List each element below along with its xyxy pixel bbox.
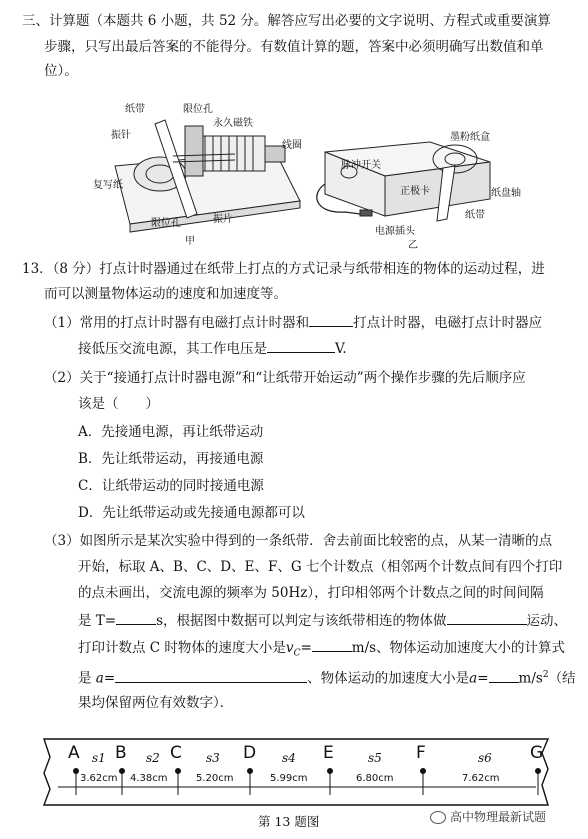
q13-part1-line1: （1）常用的打点计时器有电磁打点计时器和 打点计时器，电磁打点计时器应 <box>44 315 543 331</box>
q13-line-1: 13．（8 分）打点计时器通过在纸带上打点的方式记录与纸带相连的物体的运动过程，进 <box>22 261 545 277</box>
distance-s3: 5.20cm <box>196 773 234 784</box>
figure-yi-caption: 乙 <box>408 240 418 251</box>
point-label-c: C <box>170 743 182 763</box>
label-power-plug: 电源插头 <box>375 226 415 237</box>
label-reel-axle: 纸盘轴 <box>491 188 521 199</box>
label-paper-tape: 纸带 <box>125 104 145 115</box>
blank-motion-type[interactable] <box>447 611 527 625</box>
wechat-icon <box>430 811 446 824</box>
label-toner-box: 墨粉纸盒 <box>450 132 490 143</box>
q13-line-2: 而可以测量物体运动的速度和加速度等。 <box>44 286 287 302</box>
point-label-a: A <box>68 743 80 763</box>
label-carbon-paper: 复写纸 <box>93 180 123 191</box>
blank-velocity-c[interactable] <box>312 638 352 652</box>
blank-timer-type[interactable] <box>309 313 353 327</box>
label-positive-clip: 正极卡 <box>400 186 430 197</box>
label-vibrating-plate: 振片 <box>213 214 233 225</box>
blank-accel-value[interactable] <box>489 669 519 683</box>
segment-s6: s6 <box>478 751 492 765</box>
q13-part3-line2: 开始，标取 A、B、C、D、E、F、G 七个计数点（相邻两个计数点间有四个打印 <box>78 559 563 575</box>
label-paper-tape-yi: 纸带 <box>465 210 485 221</box>
label-permanent-magnet: 永久磁铁 <box>213 118 253 129</box>
segment-s1: s1 <box>92 751 106 765</box>
option-c[interactable]: C．让纸带运动的同时接通电源 <box>78 478 264 494</box>
segment-s4: s4 <box>282 751 296 765</box>
option-d[interactable]: D．先让纸带运动或先接通电源都可以 <box>78 505 305 521</box>
distance-s5: 6.80cm <box>356 773 394 784</box>
q13-part3-line7: 果均保留两位有效数字）． <box>78 695 234 711</box>
watermark: 高中物理最新试题 <box>430 808 546 825</box>
blank-voltage[interactable] <box>267 339 335 353</box>
point-label-g: G <box>530 743 544 763</box>
point-label-d: D <box>243 743 257 763</box>
section-line-3: 位）。 <box>44 63 78 79</box>
tape-caption: 第 13 题图 <box>258 814 320 829</box>
segment-s5: s5 <box>368 751 382 765</box>
label-limit-hole-bottom: 限位孔 <box>151 218 181 229</box>
label-vibrating-needle: 振针 <box>111 130 131 141</box>
option-b[interactable]: B．先让纸带运动，再接通电源 <box>78 451 264 467</box>
distance-s4: 5.99cm <box>270 773 308 784</box>
option-a[interactable]: A．先接通电源，再让纸带运动 <box>78 424 264 440</box>
q13-part2-line1: （2）关于“接通打点计时器电源”和“让纸带开始运动”两个操作步骤的先后顺序应 <box>44 370 526 386</box>
figure-yi <box>315 124 525 251</box>
label-pulse-switch: 脉冲开关 <box>341 160 381 171</box>
q13-part1-line2: 接低压交流电源，其工作电压是 V. <box>78 341 347 357</box>
label-limit-hole-top: 限位孔 <box>183 104 213 115</box>
q13-part3-line1: （3）如图所示是某次实验中得到的一条纸带．舍去前面比较密的点，从某一清晰的点 <box>44 533 553 549</box>
tape-dots <box>38 733 554 811</box>
segment-s2: s2 <box>146 751 160 765</box>
electromagnetic-timer-drawing <box>85 96 315 246</box>
paper-tape-figure <box>38 733 554 811</box>
section-line-2: 步骤，只写出最后答案的不能得分。有数值计算的题，答案中必须明确写出数值和单 <box>44 39 544 55</box>
section-line-1: 三、计算题（本题共 6 小题，共 52 分。解答应写出必要的文字说明、方程式或重要演算 <box>22 13 551 29</box>
figure-jia <box>85 96 315 246</box>
q13-part3-line5: 打印计数点 C 时物体的速度大小是$v_C= m/s$、物体运动加速度大小的计算式 <box>78 640 566 659</box>
figure-jia-caption: 甲 <box>185 236 195 247</box>
label-coil: 线圈 <box>282 140 302 151</box>
q13-part3-line6: 是 a= 、物体运动的加速度大小是$a= m/s^2$（结 <box>78 670 576 687</box>
point-label-e: E <box>323 743 334 763</box>
q13-part2-line2: 该是（ ） <box>78 396 159 412</box>
distance-s2: 4.38cm <box>130 773 168 784</box>
distance-s6: 7.62cm <box>462 773 500 784</box>
point-label-f: F <box>416 743 426 763</box>
point-label-b: B <box>115 743 127 763</box>
blank-accel-formula[interactable] <box>115 669 307 683</box>
q13-part3-line4: 是 T= s，根据图中数据可以判定与该纸带相连的物体做 运动、 <box>78 613 568 629</box>
distance-s1: 3.62cm <box>80 773 118 784</box>
blank-period[interactable] <box>116 611 156 625</box>
segment-s3: s3 <box>206 751 220 765</box>
q13-part3-line3: 的点未画出，交流电源的频率为 50Hz），打印相邻两个计数点之间的时间间隔 <box>78 585 544 601</box>
